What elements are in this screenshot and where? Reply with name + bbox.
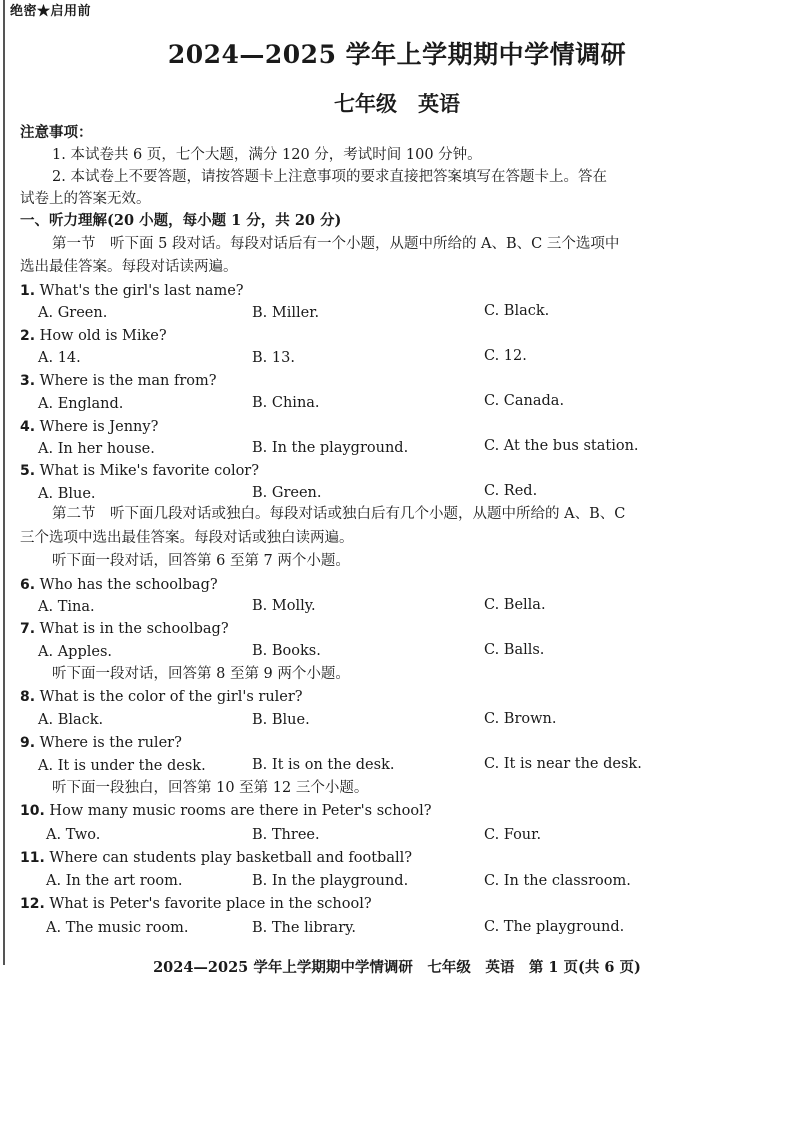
- question-1: [20, 282, 244, 300]
- question-number: 1.: [20, 283, 36, 299]
- q1-option-b: B. Miller.: [252, 305, 320, 321]
- question-text: What is Mike's favorite color?: [39, 463, 260, 479]
- question-8: [20, 688, 303, 706]
- intro-questions-8-9: 听下面一段对话，回答第 8 至第 9 两个小题。: [52, 666, 350, 682]
- question-11: [20, 849, 412, 867]
- q9-option-b: B. It is on the desk.: [252, 757, 395, 773]
- question-text: Where can students play basketball and football?: [49, 850, 413, 866]
- notes-heading: 注意事项：: [20, 124, 93, 141]
- page-edge-line: [3, 0, 5, 965]
- question-2: [20, 327, 167, 345]
- question-4: [20, 418, 158, 436]
- q10-option-a: A. Two.: [46, 827, 101, 843]
- q7-option-a: A. Apples.: [38, 644, 112, 660]
- q3-option-b: B. China.: [252, 395, 320, 411]
- q6-option-b: B. Molly.: [252, 598, 316, 614]
- q4-option-a: A. In her house.: [38, 441, 155, 457]
- question-text: What is Peter's favorite place in the school?: [49, 896, 372, 912]
- q2-option-a: A. 14.: [38, 350, 81, 366]
- q8-option-c: C. Brown.: [484, 711, 557, 727]
- question-6: [20, 576, 218, 594]
- question-text: Where is Jenny?: [39, 419, 159, 435]
- question-text: Where is the ruler?: [39, 735, 182, 751]
- part-1-instruction-line-2: 选出最佳答案。每段对话读两遍。: [20, 259, 238, 275]
- question-text: What is in the schoolbag?: [39, 621, 229, 637]
- section-1-heading: 一、听力理解(20 小题，每小题 1 分，共 20 分): [20, 212, 342, 229]
- question-number: 10.: [20, 803, 45, 819]
- confidential-label: 绝密★启用前: [10, 4, 92, 19]
- question-10: [20, 802, 432, 820]
- q6-option-a: A. Tina.: [38, 599, 95, 615]
- q5-option-a: A. Blue.: [38, 486, 96, 502]
- q10-option-b: B. Three.: [252, 827, 320, 843]
- question-12: [20, 895, 372, 913]
- q5-option-c: C. Red.: [484, 483, 538, 499]
- question-number: 8.: [20, 689, 36, 705]
- q12-option-c: C. The playground.: [484, 919, 625, 935]
- q3-option-a: A. England.: [38, 396, 124, 412]
- question-number: 7.: [20, 621, 36, 637]
- q12-option-b: B. The library.: [252, 920, 357, 936]
- exam-title: 2024—2025 学年上学期期中学情调研: [167, 40, 627, 69]
- question-number: 6.: [20, 577, 36, 593]
- question-text: Where is the man from?: [39, 373, 217, 389]
- q10-option-c: C. Four.: [484, 827, 542, 843]
- notes-item-1: 1. 本试卷共 6 页，七个大题，满分 120 分，考试时间 100 分钟。: [52, 147, 482, 163]
- notes-item-2-line-2: 试卷上的答案无效。: [20, 191, 151, 207]
- q7-option-b: B. Books.: [252, 643, 321, 659]
- intro-questions-10-12: 听下面一段独白，回答第 10 至第 12 三个小题。: [52, 780, 369, 796]
- q11-option-a: A. In the art room.: [46, 873, 183, 889]
- q5-option-b: B. Green.: [252, 485, 322, 501]
- question-5: [20, 462, 259, 480]
- question-number: 9.: [20, 735, 36, 751]
- question-text: What's the girl's last name?: [39, 283, 244, 299]
- exam-subtitle: 七年级 英语: [334, 91, 460, 116]
- question-text: What is the color of the girl's ruler?: [39, 689, 303, 705]
- q4-option-b: B. In the playground.: [252, 440, 409, 456]
- notes-item-2-line-1: 2. 本试卷上不要答题，请按答题卡上注意事项的要求直接把答案填写在答题卡上。答在: [52, 169, 607, 185]
- q1-option-c: C. Black.: [484, 303, 550, 319]
- question-7: [20, 620, 229, 638]
- q9-option-a: A. It is under the desk.: [38, 758, 206, 774]
- question-number: 3.: [20, 373, 36, 389]
- question-text: How old is Mike?: [39, 328, 167, 344]
- question-number: 2.: [20, 328, 36, 344]
- page-footer: 2024—2025 学年上学期期中学情调研 七年级 英语 第 1 页(共 6 页): [153, 959, 641, 976]
- q3-option-c: C. Canada.: [484, 393, 565, 409]
- question-number: 11.: [20, 850, 45, 866]
- q11-option-b: B. In the playground.: [252, 873, 409, 889]
- intro-questions-6-7: 听下面一段对话，回答第 6 至第 7 两个小题。: [52, 553, 350, 569]
- q6-option-c: C. Bella.: [484, 597, 546, 613]
- question-text: How many music rooms are there in Peter's school?: [49, 803, 432, 819]
- q9-option-c: C. It is near the desk.: [484, 756, 642, 772]
- q4-option-c: C. At the bus station.: [484, 438, 639, 454]
- q2-option-c: C. 12.: [484, 348, 527, 364]
- part-2-instruction-line-1: 第二节 听下面几段对话或独白。每段对话或独白后有几个小题，从题中所给的 A、B、C: [52, 506, 626, 522]
- q8-option-b: B. Blue.: [252, 712, 310, 728]
- q1-option-a: A. Green.: [38, 305, 108, 321]
- q11-option-c: C. In the classroom.: [484, 873, 631, 889]
- question-number: 5.: [20, 463, 36, 479]
- q7-option-c: C. Balls.: [484, 642, 545, 658]
- q12-option-a: A. The music room.: [46, 920, 189, 936]
- q2-option-b: B. 13.: [252, 350, 295, 366]
- question-3: [20, 372, 217, 390]
- question-text: Who has the schoolbag?: [39, 577, 218, 593]
- part-2-instruction-line-2: 三个选项中选出最佳答案。每段对话或独白读两遍。: [20, 530, 354, 546]
- question-9: [20, 734, 182, 752]
- question-number: 12.: [20, 896, 45, 912]
- part-1-instruction-line-1: 第一节 听下面 5 段对话。每段对话后有一个小题，从题中所给的 A、B、C 三个选项中: [52, 236, 620, 252]
- q8-option-a: A. Black.: [38, 712, 104, 728]
- question-number: 4.: [20, 419, 36, 435]
